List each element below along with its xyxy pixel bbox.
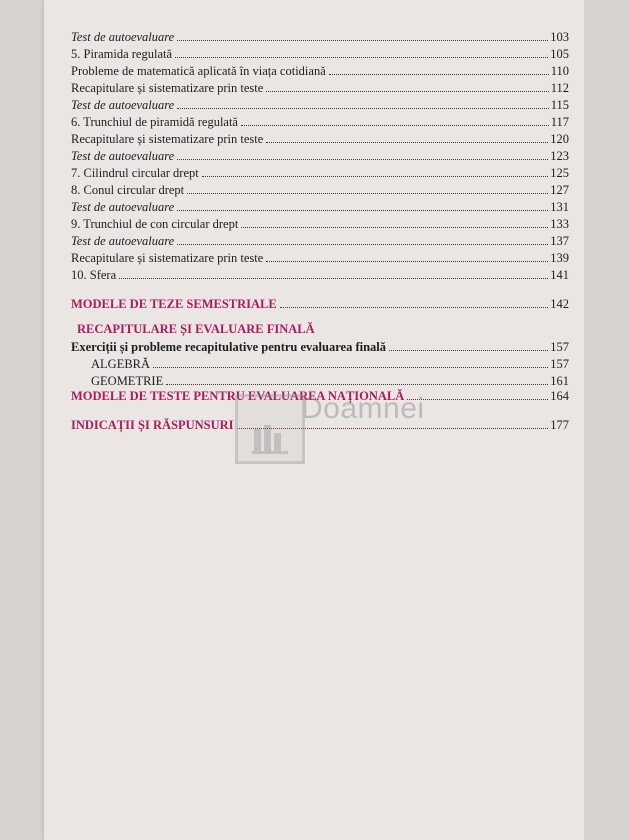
toc-entry-title: 6. Trunchiul de piramidă regulată — [71, 115, 238, 129]
toc-entry-page: 157 — [550, 357, 569, 371]
toc-entry-title: Exerciții și probleme recapitulative pentru evaluarea finală — [71, 340, 387, 354]
dot-leader — [175, 57, 548, 58]
watermark-text: Doamnei — [301, 392, 425, 425]
toc-entry-page: 110 — [550, 64, 569, 78]
toc-entry-title: Test de autoevaluare — [71, 200, 175, 214]
toc-entry — [71, 197, 569, 214]
dot-leader — [329, 74, 549, 75]
dot-leader — [177, 40, 548, 41]
toc-entry-title: Test de autoevaluare — [71, 149, 175, 163]
toc-entry-title: Test de autoevaluare — [71, 234, 175, 248]
toc-section-teze — [71, 294, 569, 311]
toc-entry — [71, 214, 569, 231]
toc-entry-page: 127 — [550, 183, 569, 197]
toc-section-heading-recapitulare: RECAPITULARE ȘI EVALUARE FINALĂ — [77, 322, 315, 336]
dot-leader — [266, 261, 548, 262]
toc-entry — [71, 129, 569, 146]
dot-leader — [177, 108, 548, 109]
toc-section-title: MODELE DE TESTE PENTRU EVALUAREA NAȚIONALĂ — [71, 389, 405, 403]
toc-entry — [71, 265, 569, 282]
toc-entry-title: 5. Piramida regulată — [71, 47, 173, 61]
dot-leader — [241, 227, 548, 228]
dot-leader — [280, 307, 549, 308]
toc-entry-page: 133 — [550, 217, 569, 231]
dot-leader — [389, 350, 548, 351]
dot-leader — [202, 176, 549, 177]
toc-section-title: INDICAȚII ȘI RĂSPUNSURI — [71, 418, 234, 432]
toc-entry — [71, 248, 569, 265]
toc-entry — [71, 180, 569, 197]
toc-entry — [71, 95, 569, 112]
toc-entry — [91, 354, 569, 371]
books-icon — [252, 421, 288, 454]
toc-entry — [71, 337, 569, 354]
dot-leader — [177, 210, 548, 211]
toc-entry-title: ALGEBRĂ — [91, 357, 151, 371]
toc-section-page: 177 — [550, 418, 569, 432]
watermark-logo — [235, 384, 425, 464]
toc-entry-title: 8. Conul circular drept — [71, 183, 185, 197]
dot-leader — [266, 91, 548, 92]
toc-entry-page: 123 — [550, 149, 569, 163]
dot-leader — [266, 142, 548, 143]
dot-leader — [177, 244, 548, 245]
toc-entry-page: 125 — [550, 166, 569, 180]
toc-entry-title: 9. Trunchiul de con circular drept — [71, 217, 239, 231]
watermark-box — [235, 394, 305, 464]
toc-entry-page: 105 — [550, 47, 569, 61]
toc-entry — [71, 61, 569, 78]
toc-entry-title: 10. Sfera — [71, 268, 117, 282]
toc-entry — [71, 44, 569, 61]
toc-section-page: 164 — [550, 389, 569, 403]
toc-entry — [71, 146, 569, 163]
toc-entry-page: 137 — [550, 234, 569, 248]
toc-entry-page: 141 — [550, 268, 569, 282]
toc-entry-title: Recapitulare și sistematizare prin teste — [71, 81, 264, 95]
dot-leader — [177, 159, 548, 160]
toc-entry — [71, 27, 569, 44]
toc-entry-title: Probleme de matematică aplicată în viața cotidiană — [71, 64, 326, 78]
dot-leader — [153, 367, 548, 368]
dot-leader — [119, 278, 548, 279]
toc-entry — [71, 231, 569, 248]
toc-entry-page: 117 — [550, 115, 569, 129]
toc-entry-title: Test de autoevaluare — [71, 98, 175, 112]
toc-entry-title: Test de autoevaluare — [71, 30, 175, 44]
toc-section-page: 142 — [550, 297, 569, 311]
toc-entry — [71, 78, 569, 95]
toc-entry-page: 157 — [550, 340, 569, 354]
toc-entry-title: 7. Cilindrul circular drept — [71, 166, 199, 180]
toc-entry-title: Recapitulare și sistematizare prin teste — [71, 132, 264, 146]
dot-leader — [407, 399, 548, 400]
toc-entry-page: 131 — [550, 200, 569, 214]
toc-entry-title: GEOMETRIE — [91, 374, 164, 388]
toc-entry-page: 139 — [550, 251, 569, 265]
toc-entry — [71, 163, 569, 180]
toc-entry-page: 115 — [550, 98, 569, 112]
toc-entry-page: 112 — [550, 81, 569, 95]
dot-leader — [241, 125, 549, 126]
toc-entry-page: 103 — [550, 30, 569, 44]
dot-leader — [187, 193, 548, 194]
toc-entry-page: 120 — [550, 132, 569, 146]
toc-entry-page: 161 — [550, 374, 569, 388]
toc-entry-title: Recapitulare și sistematizare prin teste — [71, 251, 264, 265]
toc-entry — [71, 112, 569, 129]
toc-section-title: MODELE DE TEZE SEMESTRIALE — [71, 297, 277, 311]
